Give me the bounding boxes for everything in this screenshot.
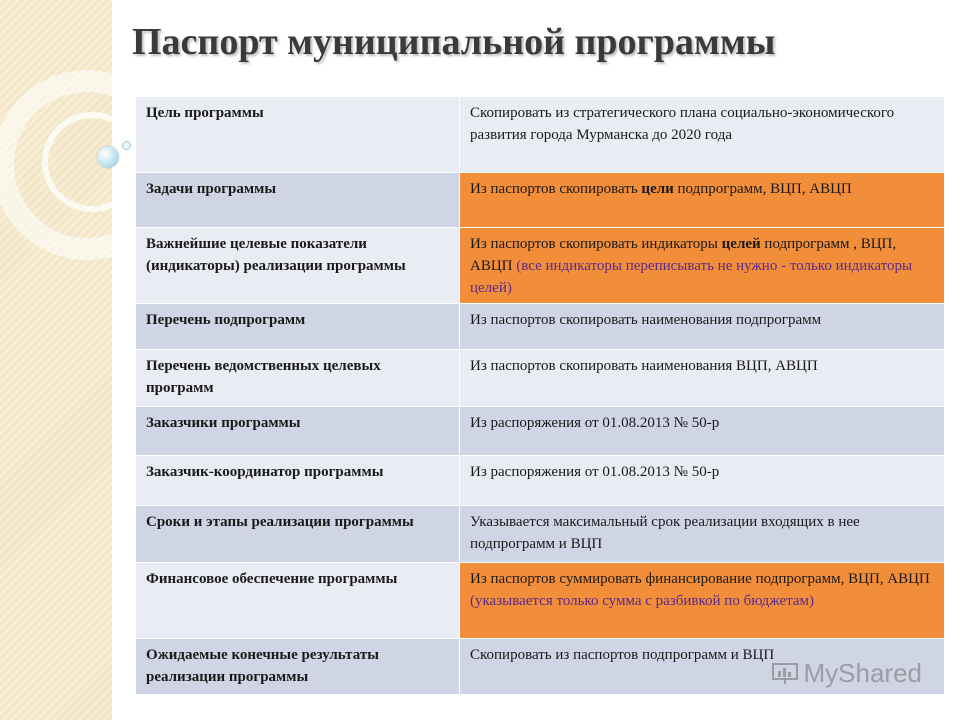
- watermark-text: MyShared: [803, 658, 922, 688]
- value-text: Из паспортов скопировать: [470, 181, 642, 197]
- row-value: Скопировать из паспортов подпрограмм и ВЦП: [460, 639, 945, 695]
- table-row: [136, 228, 945, 304]
- row-label: Важнейшие целевые показатели (индикаторы) реализации программы: [136, 228, 460, 304]
- row-value-highlighted: [460, 563, 945, 639]
- row-label: Перечень подпрограмм: [136, 304, 460, 350]
- value-text: подпрограмм , ВЦП, АВЦП: [470, 236, 897, 274]
- value-text: Из паспортов скопировать индикаторы: [470, 236, 722, 252]
- row-label: Ожидаемые конечные результаты реализации программы: [136, 639, 460, 695]
- table-row: [136, 304, 945, 350]
- value-emphasis: цели: [641, 181, 674, 197]
- row-label: Заказчики программы: [136, 407, 460, 456]
- table-row: [136, 506, 945, 563]
- row-value: Из паспортов скопировать наименования ВЦП, АВЦП: [460, 350, 945, 407]
- value-text: подпрограмм, ВЦП, АВЦП: [673, 181, 852, 197]
- row-value: Скопировать из стратегического плана социально-экономического развития города Мурманска до 2020 года: [460, 97, 945, 173]
- table-row: [136, 563, 945, 639]
- passport-table: [135, 96, 945, 695]
- watermark: [772, 658, 923, 689]
- row-label: Перечень ведомственных целевых программ: [136, 350, 460, 407]
- value-emphasis: целей: [721, 236, 761, 252]
- table-row: [136, 97, 945, 173]
- decorative-bead-small: [122, 141, 131, 150]
- decorative-bead: [97, 146, 119, 168]
- row-value: Из паспортов скопировать наименования подпрограмм: [460, 304, 945, 350]
- slide-title: Паспорт муниципальной программы: [132, 21, 776, 63]
- row-value-highlighted: [460, 228, 945, 304]
- value-note: (все индикаторы переписывать не нужно - только индикаторы целей): [470, 257, 913, 296]
- row-label: Цель программы: [136, 97, 460, 173]
- value-note: (указывается только сумма с разбивкой по бюджетам): [470, 593, 815, 609]
- value-text: Из паспортов суммировать финансирование подпрограмм, ВЦП, АВЦП: [470, 571, 930, 588]
- row-label: Финансовое обеспечение программы: [136, 563, 460, 639]
- table-row: [136, 173, 945, 228]
- table-row: [136, 350, 945, 407]
- row-label: Задачи программы: [136, 173, 460, 228]
- presentation-icon: [772, 663, 798, 685]
- row-label: Сроки и этапы реализации программы: [136, 506, 460, 563]
- row-label: Заказчик-координатор программы: [136, 456, 460, 506]
- table-row: [136, 456, 945, 506]
- row-value: Из распоряжения от 01.08.2013 № 50-р: [460, 407, 945, 456]
- table-row: [136, 407, 945, 456]
- row-value: Из распоряжения от 01.08.2013 № 50-р: [460, 456, 945, 506]
- row-value-highlighted: [460, 173, 945, 228]
- decorative-ring-inner: [42, 112, 142, 212]
- row-value: Указывается максимальный срок реализации входящих в нее подпрограмм и ВЦП: [460, 506, 945, 563]
